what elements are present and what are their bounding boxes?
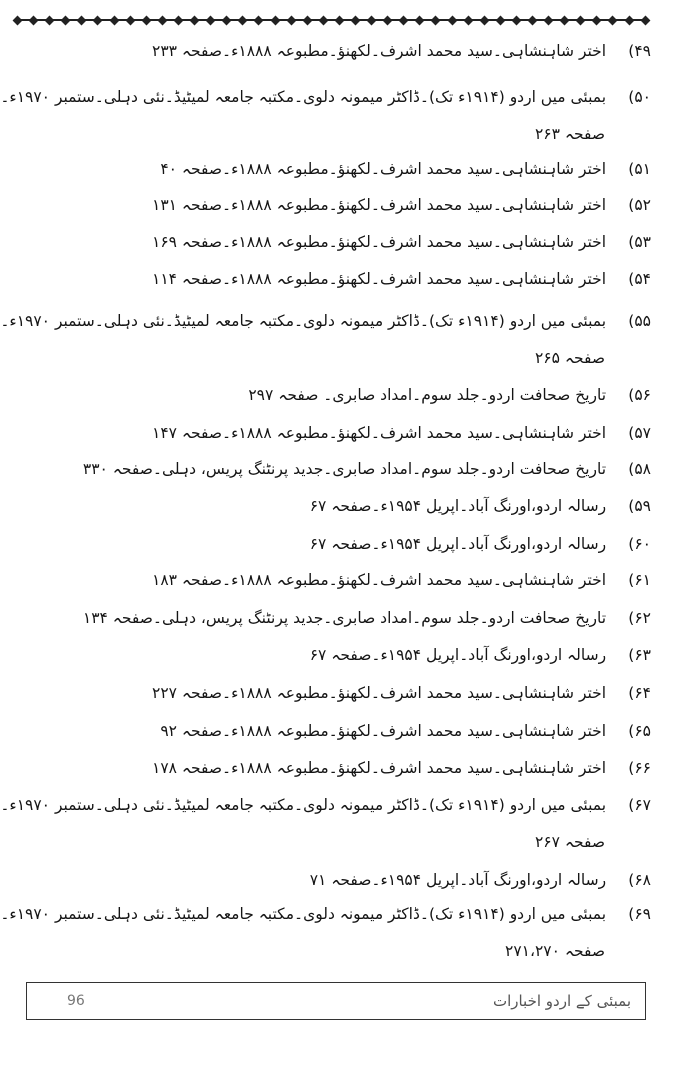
footnote-number: ۶۲) [628, 609, 651, 627]
footnote-text: اختر شاہنشاہی۔سید محمد اشرف۔لکھنؤ۔مطبوعہ ۱۸۸۸ء۔صفحہ ۱۸۳ [152, 571, 607, 589]
footnote-text: اختر شاہنشاہی۔سید محمد اشرف۔لکھنؤ۔مطبوعہ ۱۸۸۸ء۔صفحہ ۱۱۴ [152, 270, 607, 288]
footnote-text: اختر شاہنشاہی۔سید محمد اشرف۔لکھنؤ۔مطبوعہ ۱۸۸۸ء۔صفحہ ۹۲ [160, 722, 607, 740]
footnote-text: رسالہ اردو،اورنگ آباد۔اپریل ۱۹۵۴ء۔صفحہ ۶۷ [309, 497, 607, 515]
footnote-number: ۶۷) [628, 796, 651, 814]
footnote-number: ۶۴) [628, 684, 651, 702]
footnote-entry [152, 684, 651, 703]
footnote-entry [310, 535, 651, 554]
footnote-number: ۵۷) [628, 424, 651, 442]
footnote-entry [160, 160, 651, 179]
footnote-text: اختر شاہنشاہی۔سید محمد اشرف۔لکھنؤ۔مطبوعہ ۱۸۸۸ء۔صفحہ ۱۶۹ [152, 233, 607, 251]
footnote-continuation: صفحہ ۲۷۱،۲۷۰ [505, 942, 605, 960]
footnote-entry [152, 270, 651, 289]
footnote-continuation: صفحہ ۲۶۳ [534, 125, 605, 143]
footnote-text: اختر شاہنشاہی۔سید محمد اشرف۔لکھنؤ۔مطبوعہ ۱۸۸۸ء۔صفحہ ۱۷۸ [152, 759, 607, 777]
footnote-entry [152, 571, 651, 590]
footnote-entry [152, 233, 651, 252]
footnote-number: ۶۶) [628, 759, 651, 777]
footnote-continuation: صفحہ ۲۶۷ [534, 833, 605, 851]
footnote-text: رسالہ اردو،اورنگ آباد۔اپریل ۱۹۵۴ء۔صفحہ ۶۷ [309, 646, 607, 664]
footnote-text: بمبئی میں اردو (۱۹۱۴ء تک)۔ڈاکٹر میمونہ دلوی۔مکتبہ جامعہ لمیٹیڈ۔نئی دہلی۔ستمبر ۱۹۷۰ء۔ [0, 905, 607, 923]
footnote-entry [152, 424, 651, 443]
footnote-entry [83, 460, 651, 479]
footnote-entry [310, 646, 651, 665]
footnote-number: ۶۳) [628, 646, 651, 664]
footnote-entry [248, 386, 651, 405]
footnote-continuation: صفحہ ۲۶۵ [534, 349, 605, 367]
footnote-text: اختر شاہنشاہی۔سید محمد اشرف۔لکھنؤ۔مطبوعہ ۱۸۸۸ء۔صفحہ ۲۳۳ [152, 42, 607, 60]
footnote-number: ۵۰) [628, 88, 651, 106]
footnote-entry [310, 497, 651, 516]
footnote-number: ۶۸) [628, 871, 651, 889]
running-title: بمبئی کے اردو اخبارات [492, 992, 631, 1010]
footnote-number: ۵۸) [628, 460, 651, 478]
footnote-text: اختر شاہنشاہی۔سید محمد اشرف۔لکھنؤ۔مطبوعہ ۱۸۸۸ء۔صفحہ ۱۳۱ [152, 196, 607, 214]
footnote-number: ۵۹) [628, 497, 651, 515]
footnote-number: ۵۵) [628, 312, 651, 330]
footnote-number: ۶۵) [628, 722, 651, 740]
footnote-text: اختر شاہنشاہی۔سید محمد اشرف۔لکھنؤ۔مطبوعہ ۱۸۸۸ء۔صفحہ ۱۴۷ [152, 424, 607, 442]
footnote-text: بمبئی میں اردو (۱۹۱۴ء تک)۔ڈاکٹر میمونہ دلوی۔مکتبہ جامعہ لمیٹیڈ۔نئی دہلی۔ستمبر ۱۹۷۰ء۔ [0, 796, 607, 814]
footnote-text: تاریخ صحافت اردو۔جلد سوم۔امداد صابری۔ صفحہ ۲۹۷ [248, 386, 607, 404]
footnote-text: بمبئی میں اردو (۱۹۱۴ء تک)۔ڈاکٹر میمونہ دلوی۔مکتبہ جامعہ لمیٹیڈ۔نئی دہلی۔ستمبر ۱۹۷۰ء۔ [0, 88, 607, 106]
footnote-text: بمبئی میں اردو (۱۹۱۴ء تک)۔ڈاکٹر میمونہ دلوی۔مکتبہ جامعہ لمیٹیڈ۔نئی دہلی۔ستمبر ۱۹۷۰ء۔ [0, 312, 607, 330]
footnote-text: اختر شاہنشاہی۔سید محمد اشرف۔لکھنؤ۔مطبوعہ ۱۸۸۸ء۔صفحہ ۴۰ [160, 160, 607, 178]
footnote-number: ۵۱) [628, 160, 651, 178]
footnote-number: ۵۲) [628, 196, 651, 214]
footnote-number: ۵۴) [628, 270, 651, 288]
footnote-text: رسالہ اردو،اورنگ آباد۔اپریل ۱۹۵۴ء۔صفحہ ۶۷ [309, 535, 607, 553]
footnote-text: تاریخ صحافت اردو۔جلد سوم۔امداد صابری۔جدید پرنٹنگ پریس، دہلی۔صفحہ ۱۳۴ [82, 609, 607, 627]
footnote-text: رسالہ اردو،اورنگ آباد۔اپریل ۱۹۵۴ء۔صفحہ ۷۱ [309, 871, 607, 889]
footnote-entry [160, 722, 651, 741]
footnote-entry [152, 42, 651, 61]
footnote-entry [0, 796, 651, 851]
footnote-entry [0, 312, 651, 367]
footnote-number: ۵۶) [628, 386, 651, 404]
footnote-number: ۶۰) [628, 535, 651, 553]
footnote-entry [0, 88, 651, 143]
footnote-text: اختر شاہنشاہی۔سید محمد اشرف۔لکھنؤ۔مطبوعہ ۱۸۸۸ء۔صفحہ ۲۲۷ [152, 684, 607, 702]
footnote-number: ۵۳) [628, 233, 651, 251]
footnote-text: تاریخ صحافت اردو۔جلد سوم۔امداد صابری۔جدید پرنٹنگ پریس، دہلی۔صفحہ ۳۳۰ [82, 460, 607, 478]
footnote-entry [0, 905, 651, 960]
footnote-entry [152, 759, 651, 778]
footnote-number: ۴۹) [628, 42, 651, 60]
page-number: 96 [67, 993, 85, 1009]
footnote-number: ۶۱) [628, 571, 651, 589]
footnote-entry [83, 609, 651, 628]
page-footer [26, 982, 646, 1020]
footnote-entry [152, 196, 651, 215]
footnote-entry [310, 871, 651, 890]
footnote-number: ۶۹) [628, 905, 651, 923]
